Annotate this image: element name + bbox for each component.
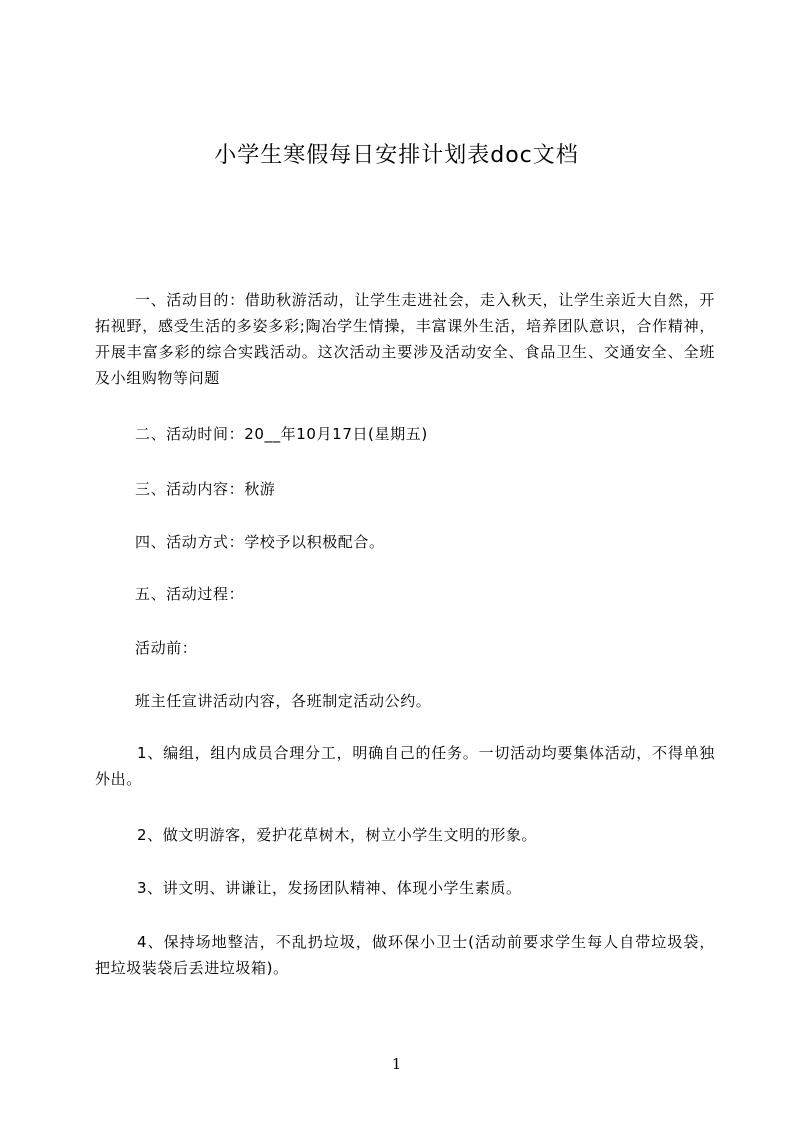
paragraph-before-activity: 活动前： [135, 639, 198, 657]
paragraph-activity-purpose: 一、活动目的：借助秋游活动，让学生走进社会，走入秋天，让学生亲近大自然，开拓视野，感受生活的多姿多彩;陶冶学生情操，丰富课外生活，培养团队意识，合作精神，开展丰富多彩的综合实践活动。这次活动主要涉及活动安全、食品卫生、交通安全、全班及小组购物等问题 [95, 291, 715, 387]
paragraph-activity-method: 四、活动方式：学校予以积极配合。 [135, 533, 385, 551]
paragraph-activity-content: 三、活动内容：秋游 [135, 480, 276, 498]
list-item-civilized-tourist: 2、做文明游客，爱护花草树木，树立小学生文明的形象。 [137, 826, 538, 844]
page-number: 1 [391, 1055, 402, 1073]
list-item-team-spirit: 3、讲文明、讲谦让，发扬团队精神、体现小学生素质。 [137, 879, 522, 897]
list-item-keep-clean: 4、保持场地整洁，不乱扔垃圾，做环保小卫士(活动前要求学生每人自带垃圾袋，把垃圾装袋后丢进垃圾箱)。 [95, 933, 715, 977]
paragraph-activity-time: 二、活动时间：20__年10月17日(星期五) [135, 425, 428, 443]
document-title: 小学生寒假每日安排计划表doc文档 [214, 143, 579, 168]
list-item-grouping: 1、编组，组内成员合理分工，明确自己的任务。一切活动均要集体活动，不得单独外出。 [95, 744, 715, 788]
paragraph-teacher-briefing: 班主任宣讲活动内容，各班制定活动公约。 [135, 692, 432, 710]
paragraph-activity-process: 五、活动过程： [135, 585, 245, 603]
